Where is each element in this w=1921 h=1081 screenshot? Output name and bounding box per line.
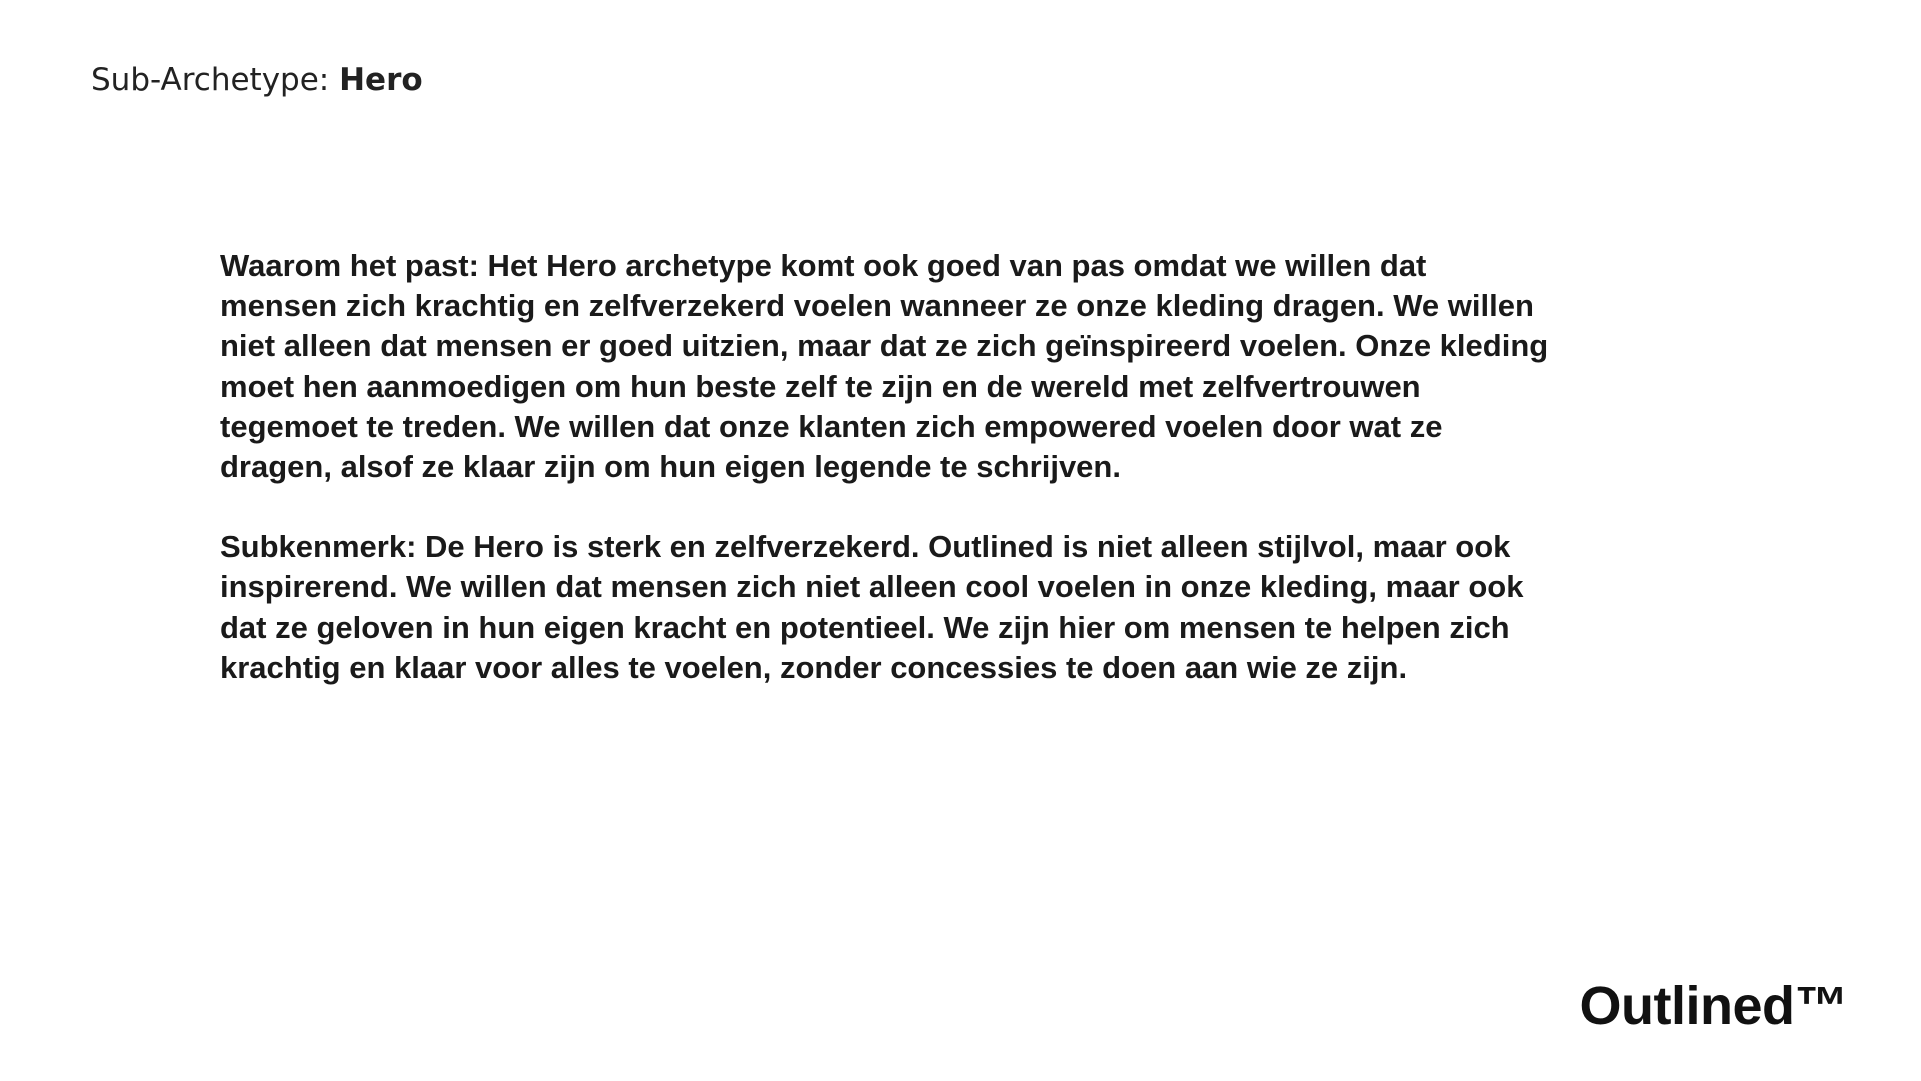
paragraph-sub-trait	[220, 527, 1740, 688]
text-line: inspirerend. We willen dat mensen zich niet alleen cool voelen in onze kleding, maar ook	[220, 569, 1524, 605]
text-line: mensen zich krachtig en zelfverzekerd voelen wanneer ze onze kleding dragen. We willen	[220, 288, 1534, 324]
slide-header	[91, 62, 423, 98]
header-label: Sub-Archetype:	[91, 62, 330, 98]
body-text	[220, 246, 1740, 688]
text-line: moet hen aanmoedigen om hun beste zelf te zijn en de wereld met zelfvertrouwen	[220, 368, 1421, 404]
text-line: Waarom het past: Het Hero archetype komt ook goed van pas omdat we willen dat	[220, 248, 1427, 283]
header-value: Hero	[339, 62, 423, 98]
text-line: dat ze geloven in hun eigen kracht en potentieel. We zijn hier om mensen te helpen zich	[220, 609, 1510, 645]
text-line: dragen, alsof ze klaar zijn om hun eigen legende te schrijven.	[220, 449, 1121, 485]
text-line: krachtig en klaar voor alles te voelen, zonder concessies te doen aan wie ze zijn.	[220, 649, 1408, 685]
text-line: Subkenmerk: De Hero is sterk en zelfverzekerd. Outlined is niet alleen stijlvol, maar ook	[220, 529, 1511, 565]
text-line: tegemoet te treden. We willen dat onze klanten zich empowered voelen door wat ze	[220, 408, 1443, 444]
text-line: niet alleen dat mensen er goed uitzien, maar dat ze zich geïnspireerd voelen. Onze kleding	[220, 328, 1549, 364]
paragraph-why-it-fits	[220, 246, 1740, 487]
brand-logo: Outlined™	[1579, 976, 1848, 1036]
